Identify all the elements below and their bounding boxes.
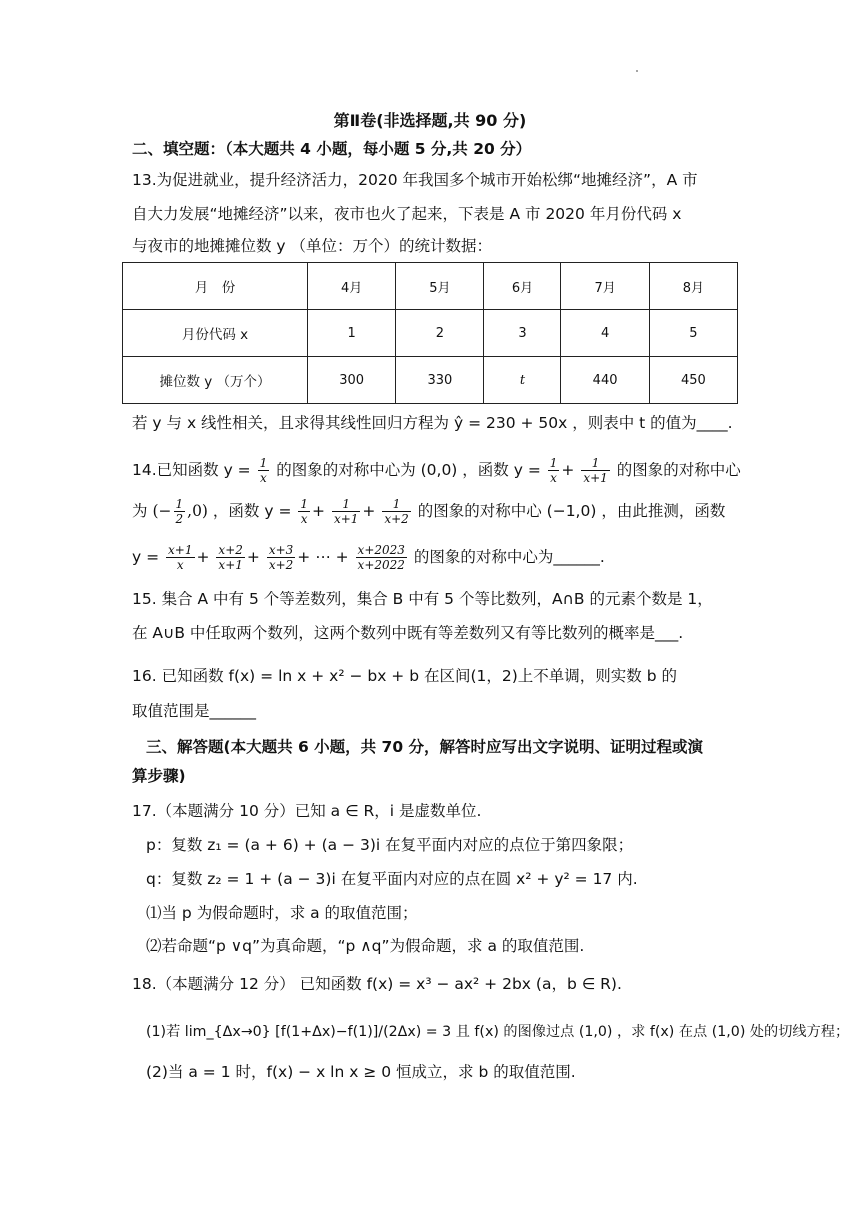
section-heading-solutions-2: 算步骤) [132, 767, 186, 785]
q14-text: 的图象的对称中心为 (0,0) ，函数 y = [276, 461, 541, 479]
table-row [123, 263, 738, 310]
table-cell: 440 [561, 357, 649, 404]
table-cell: 7月 [561, 263, 649, 310]
table-row [123, 357, 738, 404]
q13-line-2: 自大力发展“地摊经济”以来，夜市也火了起来，下表是 A 市 2020 年月份代码 x [132, 205, 682, 223]
fraction: $\frac{x+2}{x+1}$ [218, 543, 243, 572]
fraction: $\frac{1}{x}$ [300, 497, 309, 526]
fraction: $\frac{1}{x+1}$ [583, 456, 608, 485]
fraction: $\frac{1}{x}$ [549, 456, 558, 485]
q15-line-1: 15. 集合 A 中有 5 个等差数列，集合 B 中有 5 个等比数列，A∩B 的元素个数是 1， [132, 590, 713, 608]
table-cell: 2 [396, 310, 484, 357]
q17-p: p：复数 z₁ = (a + 6) + (a − 3)i 在复平面内对应的点位于第四象限； [146, 836, 634, 854]
section-heading-fill-in: 二、填空题：（本大题共 4 小题，每小题 5 分,共 20 分） [132, 140, 532, 158]
table-cell: 月 份 [123, 263, 308, 310]
q14-text: 的图象的对称中心 [616, 461, 741, 479]
q14-line-2: 为 (− $\frac{1}{2}$ ,0) ，函数 y = $\frac{1}{x}$ + $\frac{1}{x+1}$ + $\frac{1}{x+2}$ 的图象的对称中心 (−1,0) ，由此推测，函数 [132, 497, 726, 526]
table-cell: 330 [396, 357, 484, 404]
table-cell: 5月 [396, 263, 484, 310]
q16-line-2: 取值范围是______ [132, 702, 257, 720]
page-title: 第Ⅱ卷(非选择题,共 90 分) [333, 111, 527, 130]
q18-sub-1: (1)若 lim_{Δx→0} [f(1+Δx)−f(1)]/(2Δx) = 3 且 f(x) 的图像过点 (1,0) ，求 f(x) 在点 (1,0) 处的切线方程； [146, 1024, 850, 1040]
q18-sub-2: (2)当 a = 1 时，f(x) − x ln x ≥ 0 恒成立，求 b 的取值范围. [146, 1063, 576, 1081]
q14-line-3: y = $\frac{x+1}{x}$ + $\frac{x+2}{x+1}$ + $\frac{x+3}{x+2}$ + ⋯ + $\frac{x+2023}{x+2022}$ 的图象的对称中心为______. [132, 543, 605, 572]
q13-line-1: 13.为促进就业，提升经济活力，2020 年我国多个城市开始松绑“地摊经济”，A 市 [132, 171, 698, 189]
q16-line-1: 16. 已知函数 f(x) = ln x + x² − bx + b 在区间(1，2)上不单调，则实数 b 的 [132, 667, 677, 685]
table-cell: 摊位数 y （万个） [123, 357, 308, 404]
table-cell: t [484, 357, 561, 404]
q18-line-1: 18.（本题满分 12 分） 已知函数 f(x) = x³ − ax² + 2bx (a，b ∈ R). [132, 975, 622, 993]
q14-text: y = [132, 548, 160, 566]
q14-text: ，函数 y = [212, 502, 292, 520]
table-cell: 5 [649, 310, 737, 357]
fraction: $\frac{x+2023}{x+2022}$ [357, 543, 405, 572]
q17-line-1: 17.（本题满分 10 分）已知 a ∈ R，i 是虚数单位. [132, 802, 482, 820]
fraction: $\frac{1}{2}$ [175, 497, 184, 526]
table-cell: 6月 [484, 263, 561, 310]
q14-text: 的图象的对称中心为______. [413, 548, 605, 566]
q14-text: 14.已知函数 y = [132, 461, 251, 479]
fraction: $\frac{1}{x}$ [259, 456, 268, 485]
q15-line-2: 在 A∪B 中任取两个数列，这两个数列中既有等差数列又有等比数列的概率是___. [132, 624, 684, 642]
table-cell: 300 [308, 357, 396, 404]
q14-text: 的图象的对称中心 (−1,0) ，由此推测，函数 [417, 502, 726, 520]
fraction: $\frac{x+1}{x}$ [168, 543, 193, 572]
q17-sub-2: ⑵若命题“p ∨q”为真命题，“p ∧q”为假命题，求 a 的取值范围. [146, 937, 585, 955]
table-cell: 8月 [649, 263, 737, 310]
q17-sub-1: ⑴当 p 为假命题时，求 a 的取值范围； [146, 904, 418, 922]
table-cell: 1 [308, 310, 396, 357]
q17-q: q：复数 z₂ = 1 + (a − 3)i 在复平面内对应的点在圆 x² + y² = 17 内. [146, 870, 638, 888]
table-cell: 4月 [308, 263, 396, 310]
fraction: $\frac{1}{x+2}$ [384, 497, 409, 526]
corner-mark [636, 70, 638, 72]
table-cell: 月份代码 x [123, 310, 308, 357]
fraction: $\frac{x+3}{x+2}$ [268, 543, 294, 572]
q13-question: 若 y 与 x 线性相关，且求得其线性回归方程为 ŷ = 230 + 50x ，则表中 t 的值为____. [132, 414, 733, 432]
section-heading-solutions: 三、解答题(本大题共 6 小题，共 70 分，解答时应写出文字说明、证明过程或演 [146, 738, 704, 756]
table-cell: 3 [484, 310, 561, 357]
q14-line-1: 14.已知函数 y = $\frac{1}{x}$ 的图象的对称中心为 (0,0) ，函数 y = $\frac{1}{x}$ + $\frac{1}{x+1}$ 的图象的对称中心 [132, 456, 741, 485]
table-cell: 450 [649, 357, 737, 404]
table-row [123, 310, 738, 357]
data-table [122, 262, 738, 404]
q14-text: 为 [132, 502, 148, 520]
table-cell: 4 [561, 310, 649, 357]
q13-line-3: 与夜市的地摊摊位数 y （单位：万个）的统计数据： [132, 237, 493, 255]
fraction: $\frac{1}{x+1}$ [333, 497, 359, 526]
